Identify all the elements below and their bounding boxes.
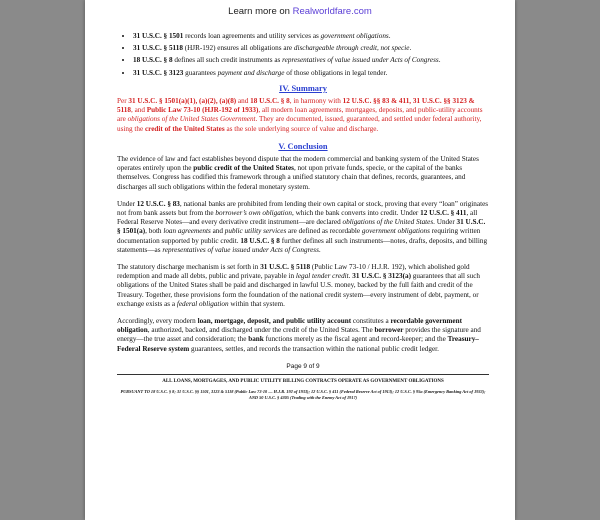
bullet-item: • 31 U.S.C. § 5118 (HJR-192) ensures all obligations are dischargeable through credit, not specie. [133, 44, 489, 53]
bullet-item: • 18 U.S.C. § 8 defines all such credit instruments as representatives of value issued under Acts of Congress. [133, 56, 489, 65]
conclusion-paragraph-3: The statutory discharge mechanism is set forth in 31 U.S.C. § 5118 (Public Law 73-10 / H.J.R. 192), which abolished gold redemption and made all debts, public and private, payable in legal tender credit. 31 U.S.C. § 3123(a) guarantees that all such obligations of the United States shall be paid and discharged in lawful U.S. money, backed by the full faith and credit of the Treasury. Together, these provisions form the foundation of the national credit system—every instrument of debt, payment, or exchange exists as a federal obligation within that system. [117, 263, 481, 308]
conclusion-paragraph-2: Under 12 U.S.C. § 83, national banks are prohibited from lending their own capital or stock, proving that every “loan” originates not from bank assets but from the borrower’s own obligation, which the bank converts into credit. Under 12 U.S.C. § 411, all Federal Reserve Notes—and every derivative credit instrument—are declared obligations of the United States. Under 31 U.S.C. § 1501(a), both loan agreements and public utility services are defined as recordable government obligations requiring written documentation supported by public credit. 18 U.S.C. § 8 further defines all such instruments—notes, drafts, deposits, and billing statements—as representatives of value issued under Acts of Congress. [117, 199, 489, 254]
footer-title: ALL LOANS, MORTGAGES, AND PUBLIC UTILITY BILLING CONTRACTS OPERATE AS GOVERNMENT OBLIGATIONS [162, 379, 444, 385]
banner-prefix: Learn more on [228, 6, 293, 17]
conclusion-paragraph-1: The evidence of law and fact establishes beyond dispute that the modern commercial and banking system of the United States operates entirely upon the public credit of the United States, not upon private funds, specie, or the capital of the banks themselves. Congress has codified this framework through a unified statutory chain that defines, records, guarantees, and discharges all such obligations within the federal monetary system. [117, 155, 479, 191]
conclusion-heading[interactable]: V. Conclusion [278, 141, 328, 151]
footer-divider [117, 374, 489, 375]
promo-banner [85, 6, 515, 20]
footer-citation: PURSUANT TO 18 U.S.C. § 8; 31 U.S.C. §§ 1501, 3123 & 5118 (Public Law 73-10 — H.J.R. 192 of 1933); 12 U.S.C. § 411 (Federal Reserve Act of 1913); 12 U.S.C. § 95a (Emergency Banking Act of 1933); AND 50 U.S.C. § 4305 (Trading with the Enemy Act of 1917) [120, 389, 486, 400]
summary-section [117, 97, 489, 134]
summary-paragraph: Per 31 U.S.C. § 1501(a)(1), (a)(2), (a)(8) and 18 U.S.C. § 8, in harmony with 12 U.S.C. §§ 83 & 411, 31 U.S.C. §§ 3123 & 5118, and Public Law 73-10 (HJR-192 of 1933), all modern loan agreements, mortgages, deposits, and public-utility accounts are obligations of the United States Government. They are documented, issued, guaranteed, and settled under federal authority, using the credit of the United States as the sole underlying source of value and discharge. [117, 97, 483, 133]
page-number: Page 9 of 9 [286, 362, 320, 370]
banner-link[interactable]: Realworldfare.com [292, 6, 372, 17]
summary-heading[interactable]: IV. Summary [279, 83, 327, 93]
conclusion-paragraph-4: Accordingly, every modern loan, mortgage, deposit, and public utility account constitutes a recordable government obligation, authorized, backed, and discharged under the credit of the United States. The borrower provides the signature and energy—the true asset and consideration; the bank functions merely as the fiscal agent and record-keeper; and the Treasury–Federal Reserve system guarantees, settles, and records the transaction within the national public credit ledger. [117, 317, 481, 353]
bullet-item: • 31 U.S.C. § 1501 records loan agreements and utility services as government obligations. [133, 32, 489, 41]
document-body [85, 32, 515, 400]
bullet-item: • 31 U.S.C. § 3123 guarantees payment and discharge of those obligations in legal tender. [133, 69, 489, 78]
statute-bullet-list [117, 32, 489, 78]
document-page [85, 0, 515, 520]
